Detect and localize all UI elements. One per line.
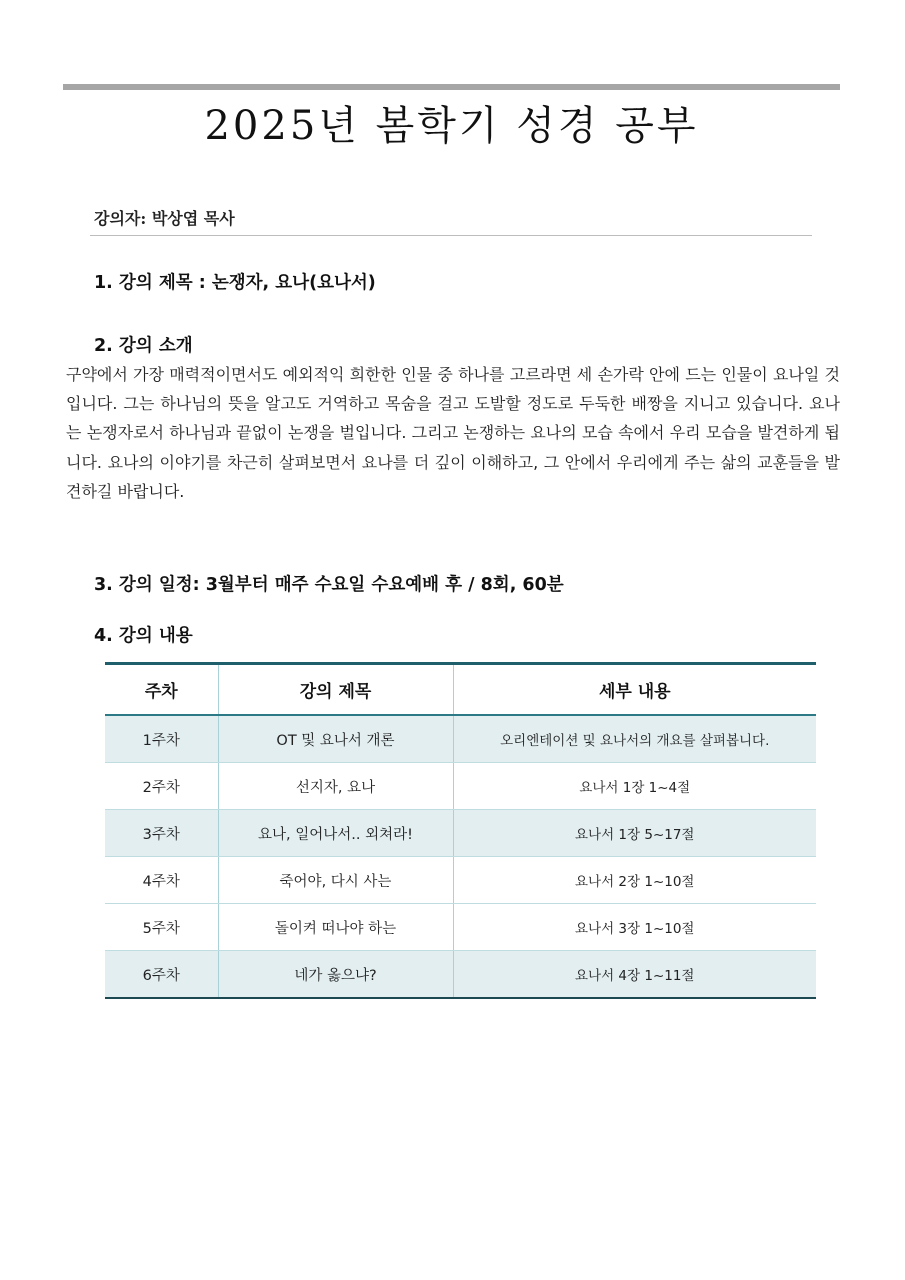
title-cell: OT 및 요나서 개론	[218, 715, 453, 763]
week-cell: 1주차	[105, 715, 218, 763]
header-title: 강의 제목	[218, 664, 453, 716]
table-row	[105, 951, 816, 999]
week-cell: 5주차	[105, 904, 218, 951]
week-cell: 3주차	[105, 810, 218, 857]
title-cell: 돌이켜 떠나야 하는	[218, 904, 453, 951]
title-cell: 죽어야, 다시 사는	[218, 857, 453, 904]
table-row	[105, 763, 816, 810]
week-cell: 2주차	[105, 763, 218, 810]
content-heading: 4. 강의 내용	[94, 626, 193, 646]
schedule-heading: 3. 강의 일정: 3월부터 매주 수요일 수요예배 후 / 8회, 60분	[94, 575, 564, 595]
table-row	[105, 715, 816, 763]
table-header-row	[105, 664, 816, 716]
detail-cell: 요나서 1장 1~4절	[453, 763, 816, 810]
detail-cell: 오리엔테이션 및 요나서의 개요를 살펴봅니다.	[453, 715, 816, 763]
intro-paragraph: 구약에서 가장 매력적이면서도 예외적익 희한한 인물 중 하나를 고르라면 세 손가락 안에 드는 인물이 요나일 것입니다. 그는 하나님의 뜻을 알고도 거역하고 목숨을 걸고 도발할 정도로 두둑한 배짱을 지니고 있습니다. 요나는 논쟁자로서 하나님과 끝없이 논쟁을 벌입니다. 그리고 논쟁하는 요나의 모습 속에서 우리 모습을 발견하게 됩니다. 요나의 이야기를 차근히 살펴보면서 요나를 더 깊이 이해하고, 그 안에서 우리에게 주는 삶의 교훈들을 발견하길 바랍니다.	[66, 365, 840, 501]
detail-cell: 요나서 4장 1~11절	[453, 951, 816, 999]
title-cell: 네가 옳으냐?	[218, 951, 453, 999]
top-rule	[63, 84, 840, 90]
detail-cell: 요나서 1장 5~17절	[453, 810, 816, 857]
week-cell: 4주차	[105, 857, 218, 904]
table-row	[105, 857, 816, 904]
document-title: 2025년 봄학기 성경 공부	[204, 103, 699, 149]
detail-cell: 요나서 2장 1~10절	[453, 857, 816, 904]
table-row	[105, 904, 816, 951]
title-cell: 선지자, 요나	[218, 763, 453, 810]
lecturer-divider	[90, 235, 812, 236]
header-detail: 세부 내용	[453, 664, 816, 716]
course-title-heading: 1. 강의 제목 : 논쟁자, 요나(요나서)	[94, 273, 376, 293]
week-cell: 6주차	[105, 951, 218, 999]
intro-heading: 2. 강의 소개	[94, 336, 193, 356]
title-cell: 요나, 일어나서.. 외쳐라!	[218, 810, 453, 857]
table-row	[105, 810, 816, 857]
header-week: 주차	[105, 664, 218, 716]
lecturer: 강의자: 박상엽 목사	[94, 209, 235, 228]
lecture-table	[105, 662, 816, 999]
detail-cell: 요나서 3장 1~10절	[453, 904, 816, 951]
